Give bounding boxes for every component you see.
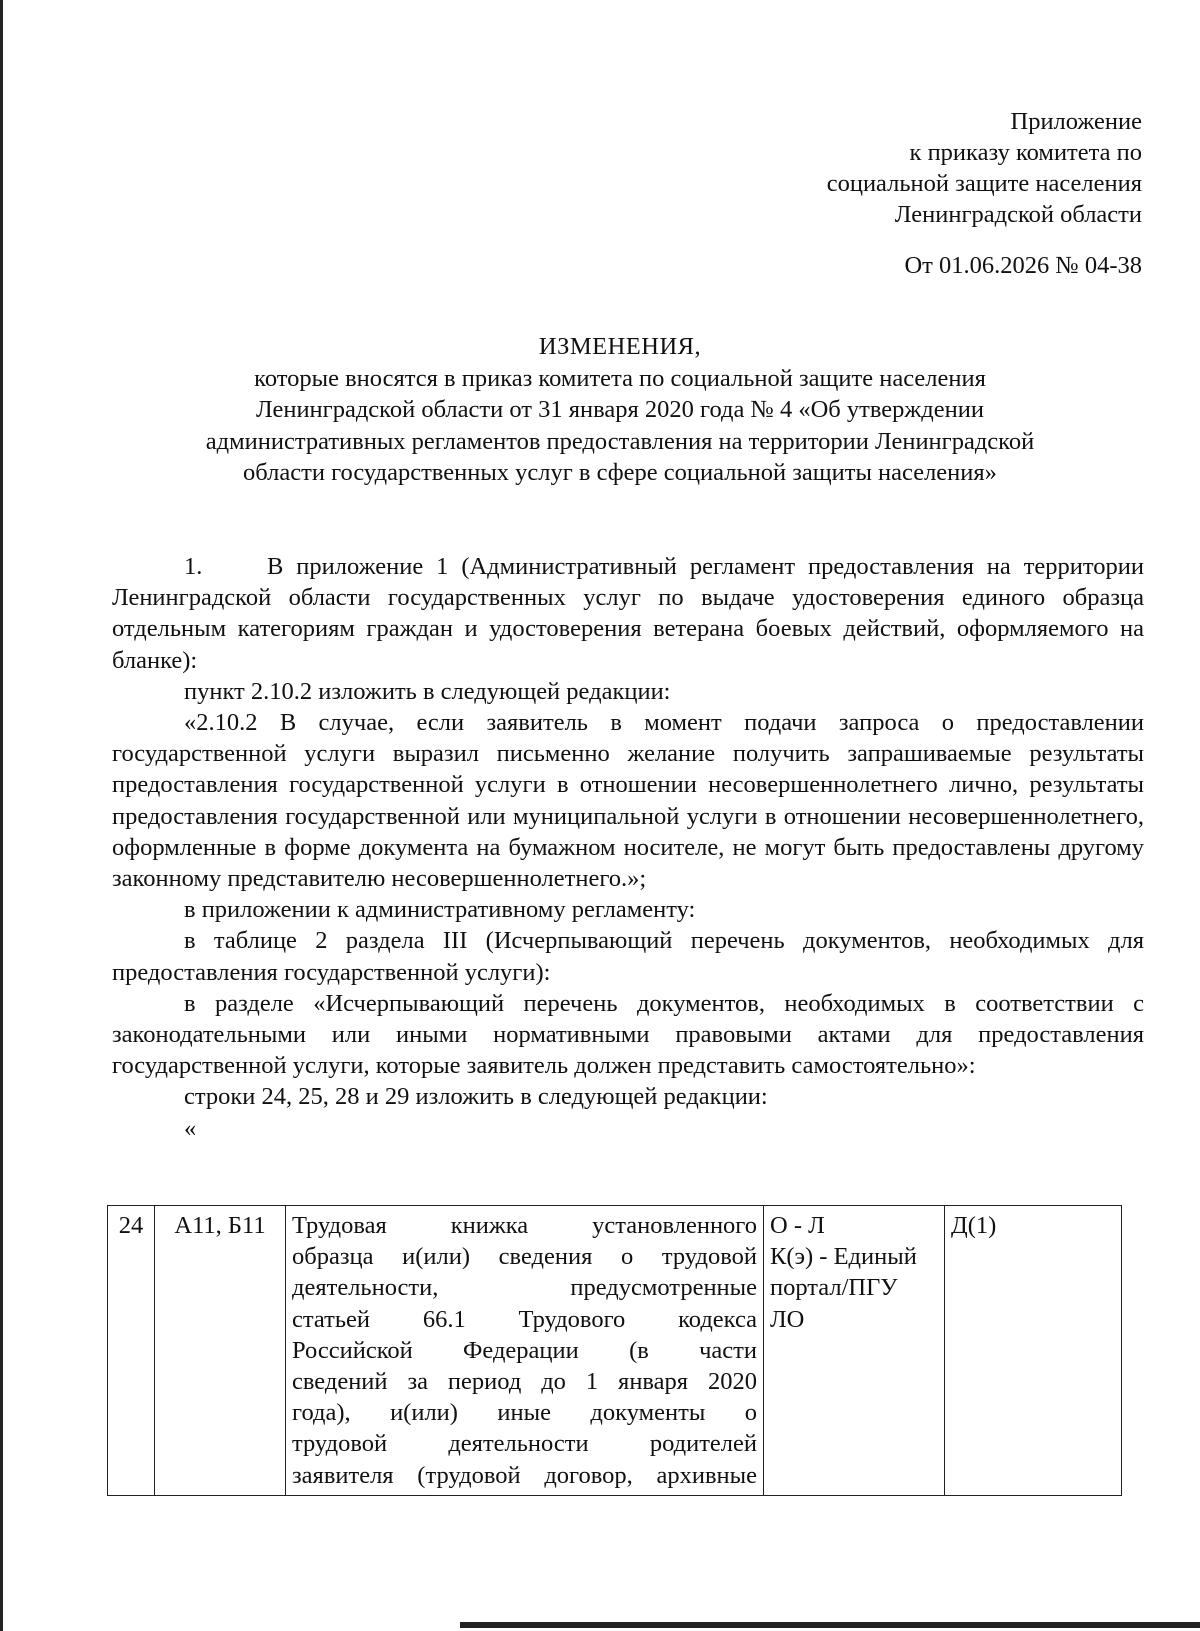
paragraph: строки 24, 25, 28 и 29 изложить в следующей редакции: xyxy=(184,1083,768,1111)
row-number-cell: 24 xyxy=(108,1206,155,1496)
scan-edge-bottom xyxy=(460,1622,1200,1628)
form-line: ЛО xyxy=(770,1305,805,1333)
form-line: О - Л xyxy=(770,1212,825,1239)
title-line: области государственных услуг в сфере социальной защиты населения» xyxy=(243,459,997,486)
table-row xyxy=(108,1206,1122,1496)
row-requirement-cell: Д(1) xyxy=(945,1206,1122,1496)
document-title xyxy=(112,331,1128,489)
paragraph: в приложении к административному регламенту: xyxy=(184,896,696,924)
description-line: сведений за период до 1 января 2020 xyxy=(292,1368,757,1396)
description-line: образца и(или) сведения о трудовой xyxy=(292,1243,757,1271)
paragraph: пункт 2.10.2 изложить в следующей редакции: xyxy=(184,677,671,705)
scan-edge-left xyxy=(0,0,3,1631)
appendix-block xyxy=(827,106,1142,281)
description-line: статьей 66.1 Трудового кодекса xyxy=(292,1305,757,1333)
description-line: года), и(или) иные документы о xyxy=(292,1399,757,1427)
paragraph-quote: «2.10.2 В случае, если заявитель в момент подачи запроса о предоставлении государственной услуги выразил письменно желание получить запрашиваемые результаты предоставления государственной услуги в отношении несовершеннолетнего лично, результаты предоставления государственной или муниципальной услуги в отношении несовершеннолетнего, оформленные в форме документа на бумажном носителе, не могут быть предоставлены другому законному представителю несовершеннолетнего.»; xyxy=(112,709,1144,893)
paragraph-item-1: 1. В приложение 1 (Административный регламент предоставления на территории Ленинградской области государственных услуг по выдаче удостоверения единого образца отдельным категориям граждан и удостоверения ветерана боевых действий, оформляемого на бланке): xyxy=(112,553,1144,674)
appendix-line: Приложение xyxy=(1010,108,1142,135)
paragraph: в таблице 2 раздела III (Исчерпывающий перечень документов, необходимых для предоставления государственной услуги): xyxy=(112,927,1144,986)
document-body xyxy=(112,551,1144,1144)
appendix-line: социальной защите населения xyxy=(826,170,1142,197)
row-code-cell: А11, Б11 xyxy=(155,1206,286,1496)
row-form-cell xyxy=(764,1206,945,1496)
appendix-line: к приказу комитета по xyxy=(909,139,1142,166)
title-line: Ленинградской области от 31 января 2020 года № 4 «Об утверждении xyxy=(256,396,984,423)
form-line: портал/ПГУ xyxy=(770,1274,898,1302)
order-reference: От 01.06.2026 № 04-38 xyxy=(904,252,1142,279)
title-line: которые вносятся в приказ комитета по социальной защите населения xyxy=(254,364,986,392)
row-description-cell xyxy=(286,1206,764,1496)
description-line: Российской Федерации (в части xyxy=(292,1336,757,1364)
quote-open-mark: « xyxy=(184,1114,197,1142)
title-heading: ИЗМЕНЕНИЯ, xyxy=(538,333,702,360)
form-line: К(э) - Единый xyxy=(770,1243,917,1271)
appendix-line: Ленинградской области xyxy=(894,201,1142,228)
paragraph: в разделе «Исчерпывающий перечень документов, необходимых в соответствии с законодательными или иными нормативными правовыми актами для предоставления государственной услуги, которые заявитель должен представить самостоятельно»: xyxy=(112,989,1144,1080)
description-line: деятельности, предусмотренные xyxy=(292,1274,757,1302)
description-line: трудовой деятельности родителей xyxy=(292,1430,757,1458)
title-line: административных регламентов предоставления на территории Ленинградской xyxy=(205,427,1035,455)
documents-table xyxy=(107,1205,1122,1496)
description-line: Трудовая книжка установленного xyxy=(292,1212,757,1239)
description-line: заявителя (трудовой договор, архивные xyxy=(292,1461,757,1489)
